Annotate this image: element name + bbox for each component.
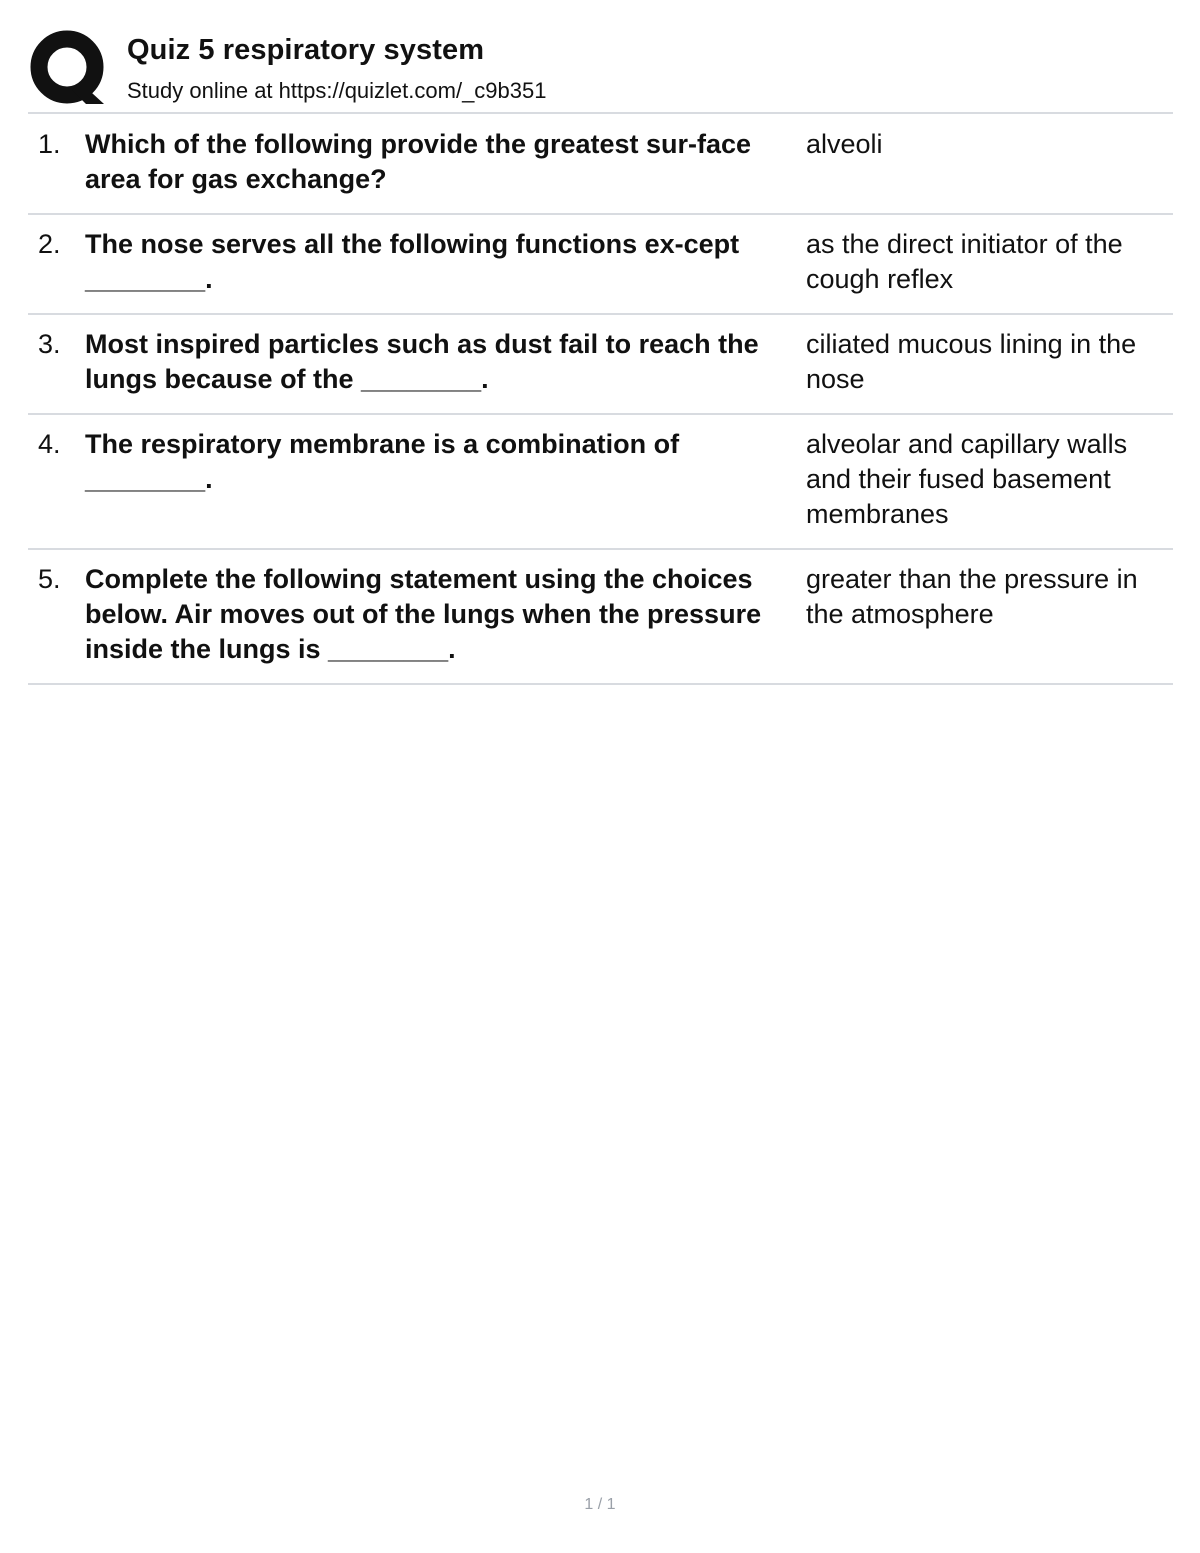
card-definition: alveolar and capillary walls and their fused basement membranes xyxy=(806,429,1128,529)
card-number: 5. xyxy=(38,564,61,594)
card-number: 4. xyxy=(38,429,61,459)
card-definition: alveoli xyxy=(806,129,883,159)
flashcard-row xyxy=(28,315,1173,413)
card-number: 3. xyxy=(38,329,61,359)
page-header xyxy=(30,28,1174,110)
quizlet-logo-icon xyxy=(30,30,108,108)
card-term: Which of the following provide the greatest sur-face area for gas exchange? xyxy=(85,129,752,194)
card-number: 2. xyxy=(38,229,61,259)
row-divider xyxy=(28,683,1173,685)
row-divider xyxy=(28,413,1173,415)
flashcard-row xyxy=(28,550,1173,683)
card-term: The nose serves all the following functions ex-cept ________. xyxy=(85,229,740,294)
card-term: The respiratory membrane is a combination of ________. xyxy=(85,429,680,494)
flashcard-row xyxy=(28,415,1173,548)
card-definition: as the direct initiator of the cough reflex xyxy=(806,229,1123,294)
card-number: 1. xyxy=(38,129,61,159)
card-term: Complete the following statement using the choices below. Air moves out of the lungs when the pressure inside the lungs is ________. xyxy=(85,564,762,664)
card-definition: ciliated mucous lining in the nose xyxy=(806,329,1137,394)
study-link-text[interactable]: Study online at https://quizlet.com/_c9b351 xyxy=(127,78,547,103)
header-divider xyxy=(28,112,1173,114)
card-term: Most inspired particles such as dust fail to reach the lungs because of the ________. xyxy=(85,329,759,394)
row-divider xyxy=(28,548,1173,550)
flashcard-row xyxy=(28,215,1173,313)
row-divider xyxy=(28,313,1173,315)
card-definition: greater than the pressure in the atmosphere xyxy=(806,564,1138,629)
page-indicator: 1 / 1 xyxy=(584,1496,616,1513)
page-title: Quiz 5 respiratory system xyxy=(127,34,485,66)
row-divider xyxy=(28,213,1173,215)
flashcard-row xyxy=(28,115,1173,213)
